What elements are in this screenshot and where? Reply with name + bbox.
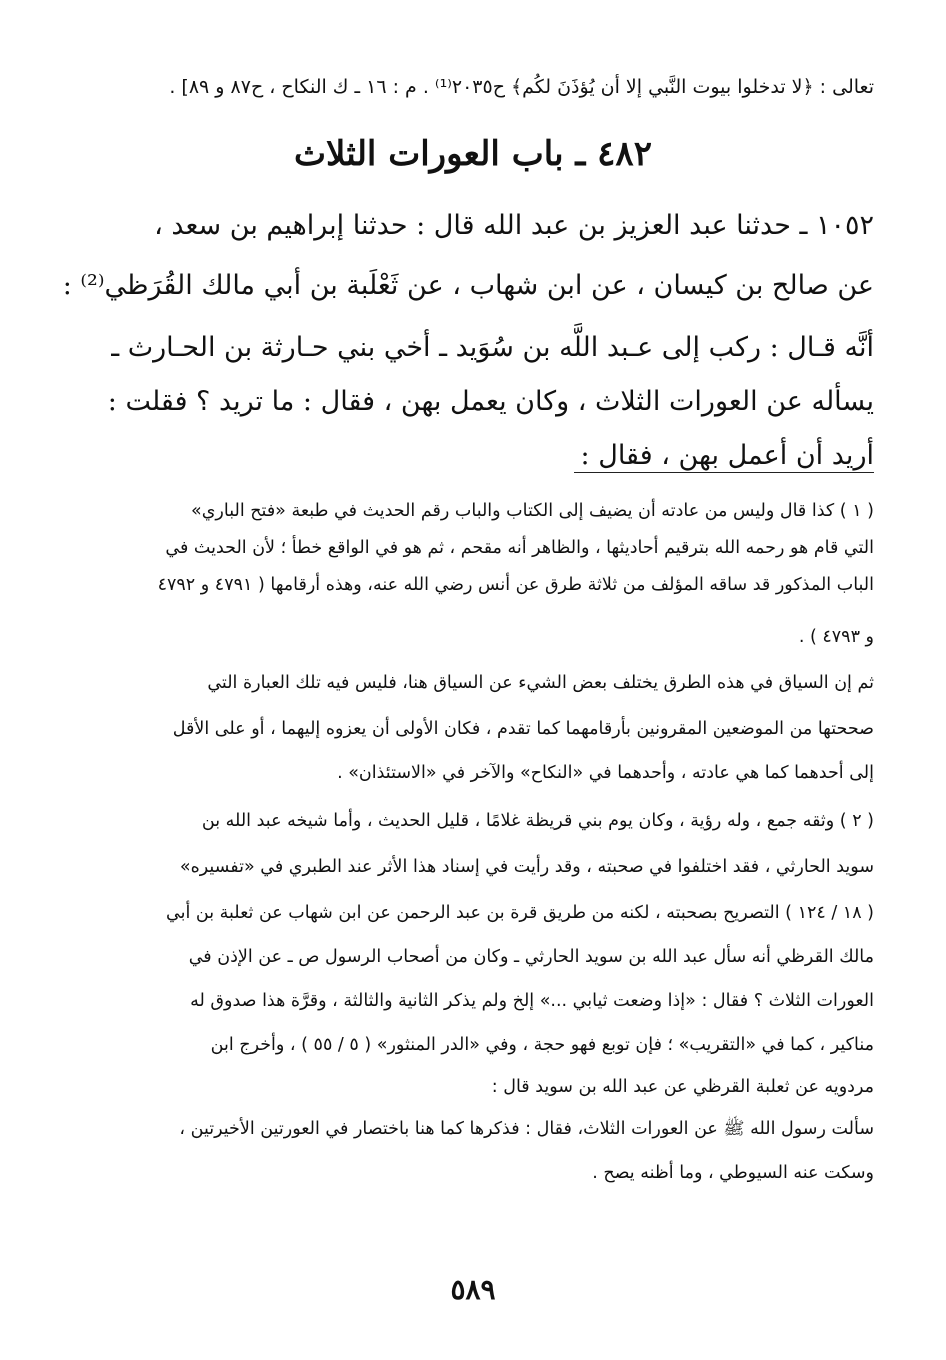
footnote-line: العورات الثلاث ؟ فقال : «إذا وضعت ثيابي ...» إلخ ولم يذكر الثانية والثالثة ، وقرَّة هذا صدوق له bbox=[190, 991, 874, 1011]
hadith-line: يسأله عن العورات الثلاث ، وكان يعمل بهن ، فقال : ما تريد ؟ فقلت : bbox=[107, 386, 874, 417]
footnote-line: ( ١٨ / ١٢٤ ) التصريح بصحبته ، لكنه من طريق قرة بن عبد الرحمن عن ابن شهاب عن ثعلبة بن أبي bbox=[165, 903, 874, 923]
footnote-line: ( ١ ) كذا قال وليس من عادته أن يضيف إلى الكتاب والباب رقم الحديث في طبعة «فتح الباري» bbox=[191, 501, 874, 521]
footnote-line: سألت رسول الله ﷺ عن العورات الثلاث، فقال : فذكرها كما هنا باختصار في العورتين الأخيرتين ، bbox=[179, 1119, 874, 1139]
chapter-title: ٤٨٢ ـ باب العورات الثلاث bbox=[294, 134, 652, 174]
hadith-line: أنَّه قـال : ركب إلى عـبد اللَّه بن سُوَيد ـ أخي بني حـارثة بن الحـارث ـ bbox=[111, 332, 874, 363]
footnote-line: الباب المذكور قد ساقه المؤلف من ثلاثة طرق عن أنس رضي الله عنه، وهذه أرقامها ( ٤٧٩١ و ٤٧٩٢ bbox=[157, 575, 874, 595]
footnote-line: و ٤٧٩٣ ) . bbox=[798, 627, 874, 647]
footnote-line: ( ٢ ) وثقه جمع ، وله رؤية ، وكان يوم بني قريظة غلامًا ، قليل الحديث ، وأما شيخه عبد الله بن bbox=[201, 811, 874, 831]
footnote-line: مناكير ، كما في «التقريب» ؛ فإن توبع فهو حجة ، وفي «الدر المنثور» ( ٥ / ٥٥ ) ، وأخرج ابن bbox=[210, 1035, 874, 1055]
header-reference: تعالى : ﴿لا تدخلوا بيوت النَّبي إلا أن يُؤذَنَ لكُم﴾ ح٢٠٣٥⁽¹⁾ . م : ١٦ ـ ك النكاح ، ح٨٧ و ٨٩] . bbox=[169, 76, 874, 98]
hadith-line: ١٠٥٢ ـ حدثنا عبد العزيز بن عبد الله قال : حدثنا إبراهيم بن سعد ، bbox=[154, 210, 874, 241]
footnote-line: مالك القرظي أنه سأل عبد الله بن سويد الحارثي ـ وكان من أصحاب الرسول ص ـ عن الإذن في bbox=[188, 947, 874, 967]
hadith-line: أريد أن أعمل بهن ، فقال : bbox=[580, 440, 874, 471]
page-number: ٥٨٩ bbox=[450, 1273, 496, 1306]
footnote-line: وسكت عنه السيوطي ، وما أظنه يصح . bbox=[592, 1163, 874, 1183]
footnote-separator bbox=[574, 472, 874, 473]
footnote-line: سويد الحارثي ، فقد اختلفوا في صحبته ، وقد رأيت في إسناد هذا الأثر عند الطبري في «تفسيره» bbox=[179, 857, 874, 877]
footnote-line: مردويه عن ثعلبة القرظي عن عبد الله بن سويد قال : bbox=[491, 1077, 874, 1097]
hadith-line: عن صالح بن كيسان ، عن ابن شهاب ، عن ثَعْلَبة بن أبي مالك القُرَظي⁽²⁾ : bbox=[62, 270, 874, 301]
footnote-line: التي قام هو رحمه الله بترقيم أحاديثها ، والظاهر أنه مقحم ، ثم هو في الواقع خطأ ؛ لأن الحديث في bbox=[165, 538, 874, 558]
footnote-line: صححتها من الموضعين المقرونين بأرقامهما كما تقدم ، فكان الأولى أن يعزوه إليهما ، أو على الأقل bbox=[172, 719, 874, 739]
footnote-line: إلى أحدهما كما هي عادته ، وأحدهما في «النكاح» والآخر في «الاستئذان» . bbox=[337, 763, 874, 783]
footnote-line: ثم إن السياق في هذه الطرق يختلف بعض الشيء عن السياق هنا، فليس فيه تلك العبارة التي bbox=[207, 673, 874, 693]
